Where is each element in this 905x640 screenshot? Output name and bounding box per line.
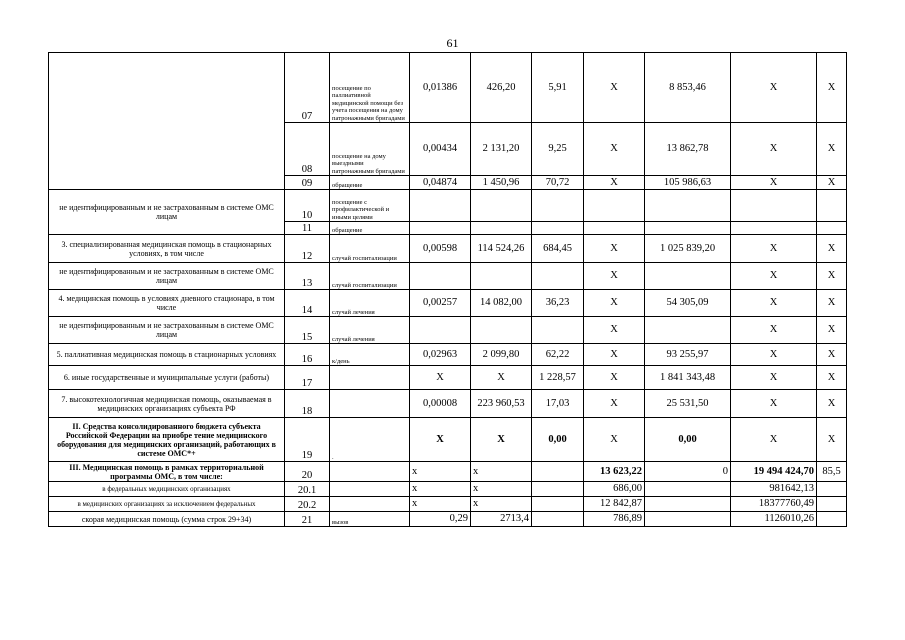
value-cell: Х	[471, 418, 532, 462]
value-cell: Х	[731, 390, 817, 418]
value-cell: 25 531,50	[645, 390, 731, 418]
row-code: 13	[285, 263, 330, 290]
value-cell: 0,00	[645, 418, 731, 462]
value-cell: Х	[584, 344, 645, 366]
row-code: 19	[285, 418, 330, 462]
value-cell: Х	[731, 235, 817, 263]
value-cell: Х	[731, 344, 817, 366]
value-cell: Х	[731, 317, 817, 344]
value-cell	[645, 263, 731, 290]
value-cell	[471, 263, 532, 290]
value-cell: Х	[731, 123, 817, 176]
value-cell: Х	[731, 263, 817, 290]
unit-cell: посещение с профилактической и иными целями	[330, 190, 410, 222]
value-cell: 9,25	[532, 123, 584, 176]
row-label: скорая медицинская помощь (сумма строк 29+34)	[49, 512, 285, 527]
unit-cell	[330, 497, 410, 512]
value-cell: 5,91	[532, 53, 584, 123]
row-label: в федеральных медицинских организациях	[49, 482, 285, 497]
value-cell: Х	[584, 366, 645, 390]
value-cell	[817, 190, 847, 222]
value-cell: Х	[584, 123, 645, 176]
value-cell: Х	[731, 290, 817, 317]
value-cell: Х	[471, 366, 532, 390]
value-cell: 1 841 343,48	[645, 366, 731, 390]
value-cell: Х	[584, 418, 645, 462]
value-cell: 0,00598	[410, 235, 471, 263]
value-cell	[532, 317, 584, 344]
value-cell: х	[410, 462, 471, 482]
value-cell: 13 623,22	[584, 462, 645, 482]
value-cell: 1126010,26	[731, 512, 817, 527]
row-label: не идентифицированным и не застрахованным в системе ОМС лицам	[49, 317, 285, 344]
value-cell: Х	[584, 235, 645, 263]
value-cell: 786,89	[584, 512, 645, 527]
row-code: 20.1	[285, 482, 330, 497]
table-row	[49, 462, 847, 482]
value-cell: х	[471, 497, 532, 512]
row-code: 21	[285, 512, 330, 527]
value-cell: Х	[584, 53, 645, 123]
value-cell: Х	[817, 344, 847, 366]
row-label: в медицинских организациях за исключением федеральных	[49, 497, 285, 512]
value-cell: Х	[817, 176, 847, 190]
value-cell: 13 862,78	[645, 123, 731, 176]
value-cell	[471, 222, 532, 235]
table-row	[49, 344, 847, 366]
row-label: II. Средства консолидированного бюджета субъекта Российской Федерации на приобре тение медицинского оборудования для медицинских организаций, работающих в системе ОМС*+	[49, 418, 285, 462]
value-cell: Х	[817, 123, 847, 176]
value-cell: 70,72	[532, 176, 584, 190]
unit-cell: обращение	[330, 222, 410, 235]
value-cell	[731, 190, 817, 222]
value-cell: 12 842,87	[584, 497, 645, 512]
value-cell	[532, 482, 584, 497]
value-cell: Х	[817, 366, 847, 390]
row-code: 10	[285, 190, 330, 222]
value-cell: 684,45	[532, 235, 584, 263]
value-cell: Х	[817, 418, 847, 462]
value-cell	[410, 317, 471, 344]
value-cell: Х	[731, 53, 817, 123]
value-cell	[645, 512, 731, 527]
value-cell	[410, 263, 471, 290]
unit-cell	[330, 482, 410, 497]
unit-cell	[330, 390, 410, 418]
value-cell: Х	[817, 317, 847, 344]
row-label: 5. паллиативная медицинская помощь в стационарных условиях	[49, 344, 285, 366]
value-cell: х	[471, 462, 532, 482]
value-cell: 18377760,49	[731, 497, 817, 512]
value-cell: 0,00008	[410, 390, 471, 418]
value-cell	[817, 222, 847, 235]
value-cell: Х	[584, 390, 645, 418]
unit-cell: случай госпитализации	[330, 263, 410, 290]
unit-cell	[330, 366, 410, 390]
table-row	[49, 390, 847, 418]
value-cell	[645, 190, 731, 222]
value-cell: Х	[817, 390, 847, 418]
value-cell: 426,20	[471, 53, 532, 123]
row-label: 7. высокотехнологичная медицинская помощь, оказываемая в медицинских организациях субъекта РФ	[49, 390, 285, 418]
value-cell: 14 082,00	[471, 290, 532, 317]
value-cell: 36,23	[532, 290, 584, 317]
table-row	[49, 263, 847, 290]
value-cell: Х	[410, 418, 471, 462]
value-cell: 0	[645, 462, 731, 482]
value-cell: 1 025 839,20	[645, 235, 731, 263]
row-code: 09	[285, 176, 330, 190]
unit-cell: случай госпитализации	[330, 235, 410, 263]
value-cell	[471, 190, 532, 222]
value-cell	[645, 482, 731, 497]
value-cell: Х	[731, 366, 817, 390]
value-cell: 105 986,63	[645, 176, 731, 190]
value-cell: 1 450,96	[471, 176, 532, 190]
page-number: 61	[446, 36, 459, 50]
row-code: 15	[285, 317, 330, 344]
value-cell: Х	[731, 418, 817, 462]
row-label: 6. иные государственные и муниципальные услуги (работы)	[49, 366, 285, 390]
value-cell: 686,00	[584, 482, 645, 497]
value-cell	[410, 190, 471, 222]
value-cell	[584, 222, 645, 235]
table-row	[49, 317, 847, 344]
value-cell: 0,02963	[410, 344, 471, 366]
value-cell: 17,03	[532, 390, 584, 418]
value-cell: 2 131,20	[471, 123, 532, 176]
value-cell	[532, 222, 584, 235]
value-cell: 0,00	[532, 418, 584, 462]
table-row	[49, 190, 847, 222]
row-code: 20.2	[285, 497, 330, 512]
row-label: не идентифицированным и не застрахованным в системе ОМС лицам	[49, 263, 285, 290]
table-row	[49, 366, 847, 390]
value-cell: Х	[817, 290, 847, 317]
table-row	[49, 482, 847, 497]
row-code: 12	[285, 235, 330, 263]
unit-cell: к/день	[330, 344, 410, 366]
value-cell: 0,00257	[410, 290, 471, 317]
row-label	[49, 53, 285, 190]
unit-cell	[330, 462, 410, 482]
value-cell: 2713,4	[471, 512, 532, 527]
value-cell: Х	[584, 290, 645, 317]
value-cell	[645, 497, 731, 512]
value-cell: 8 853,46	[645, 53, 731, 123]
unit-cell: случай лечения	[330, 290, 410, 317]
financing-table	[48, 52, 847, 527]
row-label: не идентифицированным и не застрахованным в системе ОМС лицам	[49, 190, 285, 235]
value-cell: 0,04874	[410, 176, 471, 190]
value-cell: Х	[584, 317, 645, 344]
value-cell	[584, 190, 645, 222]
row-code: 17	[285, 366, 330, 390]
value-cell: 114 524,26	[471, 235, 532, 263]
value-cell: Х	[817, 53, 847, 123]
row-label: III. Медицинская помощь в рамках территориальной программы ОМС, в том числе:	[49, 462, 285, 482]
value-cell: 2 099,80	[471, 344, 532, 366]
unit-cell: .	[330, 418, 410, 462]
value-cell: Х	[584, 176, 645, 190]
value-cell: Х	[410, 366, 471, 390]
value-cell: х	[410, 497, 471, 512]
row-code: 16	[285, 344, 330, 366]
value-cell: 0,01386	[410, 53, 471, 123]
value-cell: Х	[584, 263, 645, 290]
value-cell	[471, 317, 532, 344]
value-cell	[731, 222, 817, 235]
value-cell	[532, 497, 584, 512]
value-cell: х	[471, 482, 532, 497]
value-cell: Х	[817, 235, 847, 263]
value-cell	[645, 222, 731, 235]
value-cell: 54 305,09	[645, 290, 731, 317]
value-cell	[532, 190, 584, 222]
table-row	[49, 497, 847, 512]
unit-cell: посещение по паллиативной медицинской помощи без учета посещения на дому патронажными бригадами	[330, 53, 410, 123]
row-code: 14	[285, 290, 330, 317]
value-cell	[532, 462, 584, 482]
value-cell: 62,22	[532, 344, 584, 366]
value-cell: 1 228,57	[532, 366, 584, 390]
table-row	[49, 418, 847, 462]
value-cell: 19 494 424,70	[731, 462, 817, 482]
value-cell: 0,00434	[410, 123, 471, 176]
value-cell	[817, 512, 847, 527]
unit-cell: вызов	[330, 512, 410, 527]
unit-cell: обращение	[330, 176, 410, 190]
value-cell	[410, 222, 471, 235]
value-cell	[645, 317, 731, 344]
value-cell	[532, 263, 584, 290]
table-row	[49, 235, 847, 263]
row-label: 3. специализированная медицинская помощь в стационарных условиях, в том числе	[49, 235, 285, 263]
table-row	[49, 512, 847, 527]
row-code: 18	[285, 390, 330, 418]
value-cell	[817, 497, 847, 512]
value-cell: 0,29	[410, 512, 471, 527]
value-cell	[532, 512, 584, 527]
row-code: 20	[285, 462, 330, 482]
value-cell: 93 255,97	[645, 344, 731, 366]
unit-cell: посещение на дому выездными патронажными бригадами	[330, 123, 410, 176]
table-row	[49, 53, 847, 123]
value-cell: Х	[731, 176, 817, 190]
value-cell: Х	[817, 263, 847, 290]
row-code: 08	[285, 123, 330, 176]
value-cell: х	[410, 482, 471, 497]
value-cell	[817, 482, 847, 497]
value-cell: 981642,13	[731, 482, 817, 497]
table-row	[49, 290, 847, 317]
value-cell: 223 960,53	[471, 390, 532, 418]
value-cell: 85,5	[817, 462, 847, 482]
unit-cell: случай лечения	[330, 317, 410, 344]
row-code: 11	[285, 222, 330, 235]
row-label: 4. медицинская помощь в условиях дневного стационара, в том числе	[49, 290, 285, 317]
row-code: 07	[285, 53, 330, 123]
